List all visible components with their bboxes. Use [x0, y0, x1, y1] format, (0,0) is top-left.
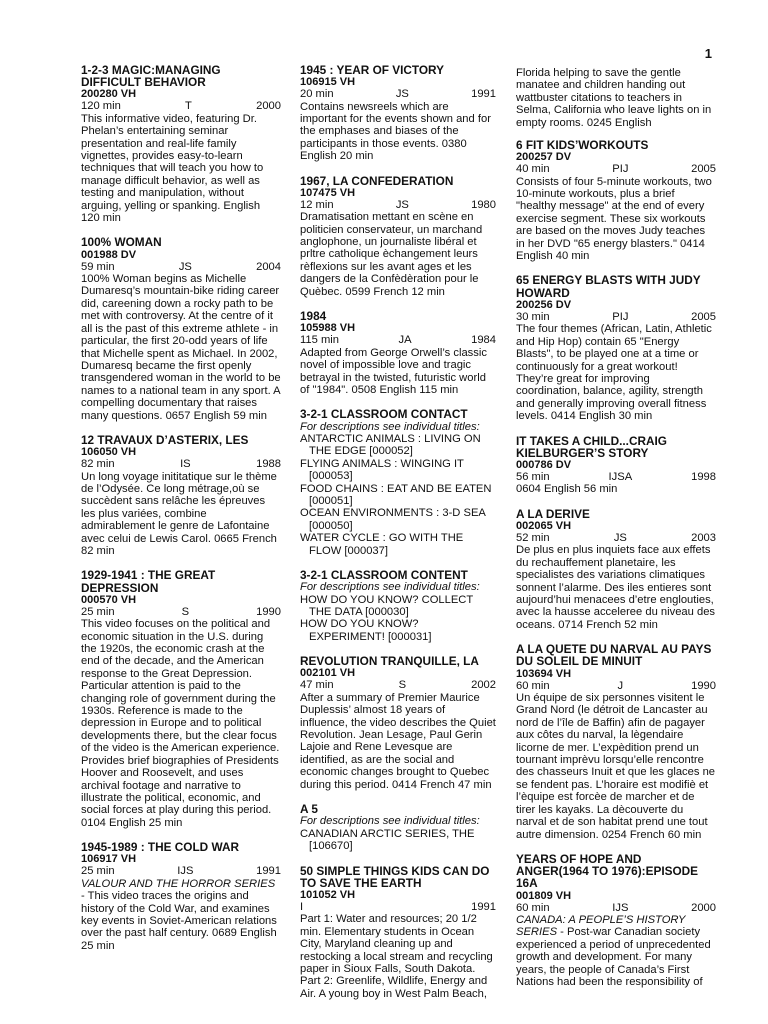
entry-level: S	[398, 679, 407, 692]
entry-year: 2000	[691, 901, 716, 914]
entry-description-text: This video focuses on the political and economic situation in the U.S. during the 1920s, the economic crash at the end of the decade, and the American response to the Great Depression. Particular attention is paid to the changing role of government during the 1930s. Reference is made to the depression in Europe and to political developments there, but the clear focus of the video is the American experience. Provides brief biographies of Presidents Hoover and Roosevelt, and uses archival footage and narrative to illustrate the political, economic, and social forces at play during this period. 0104 English 25 min	[81, 618, 280, 829]
entry-meta	[516, 532, 716, 544]
entry-title: 1-2-3 MAGIC:MANAGING DIFFICULT BEHAVIOR	[81, 63, 221, 90]
entry-level: JS	[395, 198, 409, 211]
catalog-entry	[300, 408, 496, 557]
entry-description-text: Part 1: Water and resources; 20 1/2 min. Elementary students in Ocean City, Maryland cleaning up and restocking a local stream and recycling paper in Sioux Falls, South Dakota. Part 2: Greenlife, Wildlife, Energy and Air. A young boy in West Palm Beach,	[300, 913, 493, 1000]
entry-duration: 59 min	[81, 260, 115, 273]
entry-subtitle: FOOD CHAINS : EAT AND BE EATEN [000051]	[300, 482, 492, 507]
entry-meta	[81, 100, 281, 112]
entry-level: JS	[613, 531, 627, 544]
entry-code: 200256 DV	[516, 298, 572, 311]
entry-subtitle: OCEAN ENVIRONMENTS : 3-D SEA [000050]	[300, 507, 486, 532]
entry-description	[81, 471, 281, 558]
catalog-entry	[516, 853, 716, 988]
entry-duration: 25 min	[81, 605, 115, 618]
entry-level: PIJ	[612, 163, 629, 176]
catalog-entry	[516, 67, 716, 129]
entry-year: 2002	[471, 679, 496, 692]
entry-subtitle: ANTARCTIC ANIMALS : LIVING ON THE EDGE [000052]	[300, 432, 481, 458]
entry-title: 1945 : YEAR OF VICTORY	[300, 63, 445, 77]
catalog-entry	[81, 569, 281, 829]
entry-code: 106050 VH	[81, 446, 137, 459]
entry-meta	[300, 199, 496, 211]
catalog-entry	[300, 64, 496, 163]
entry-title: 12 TRAVAUX D’ASTERIX, LES	[81, 432, 249, 447]
entry-code: 103694 VH	[516, 667, 572, 680]
entry-level: IJS	[612, 901, 629, 914]
entry-year: 1984	[471, 334, 496, 347]
entry-year: 1991	[471, 88, 496, 101]
entry-note: For descriptions see individual titles:	[300, 420, 480, 433]
entry-level: IJS	[177, 865, 194, 878]
entry-title: 1945-1989 : THE COLD WAR	[81, 840, 239, 855]
entry-title: REVOLUTION TRANQUILLE, LA	[300, 654, 479, 669]
entry-description-text: - Post-war Canadian society experienced a period of unprecedented growth and development. For many years, the people of Canada’s First Nations had been the responsibility of	[516, 926, 711, 988]
entry-title: 50 SIMPLE THINGS KIDS CAN DO TO SAVE THE EARTH	[300, 863, 490, 890]
entry-description-text: Dramatisation mettant en scène en politicien conservateur, un marchand anglophone, un journaliste libéral et prltre catholique èchangement leurs rèflexions sur les avant ages et les dangers de la Confèdèration pour le Quèbec. 0599 French 12 min	[300, 211, 483, 298]
entry-title: A LA QUETE DU NARVAL AU PAYS DU SOLEIL DE MINUIT	[516, 642, 712, 669]
entry-description	[300, 211, 496, 298]
entry-description-text: After a summary of Premier Maurice Duplessis’ almost 18 years of influence, the video describes the Quiet Revolution. Jean Lesage, Paul Gerin Lajoie and Rene Levesque are identified, as are the social and economic changes brought to Quebec during this period. 0414 French 47 min	[300, 691, 496, 791]
entry-meta	[300, 901, 496, 913]
entry-meta	[81, 458, 281, 470]
catalog-entry	[516, 274, 716, 422]
entry-year: 1988	[256, 458, 281, 471]
entry-title: 1984	[300, 309, 327, 324]
catalog-entry	[300, 803, 496, 852]
entry-duration: 115 min	[300, 334, 339, 347]
entry-description-text: De plus en plus inquiets face aux effets du rechauffement planetaire, les specialistes des variations climatiques sonnent l’alarme. Des iles entieres sont aujourd’hui menacees d’etre englouties, avec la hausse acceleree du niveau des oceans. 0714 French 52 min	[516, 544, 716, 631]
entry-duration: 60 min	[516, 901, 550, 914]
catalog-column-1	[81, 64, 281, 964]
entry-level: JS	[395, 88, 409, 101]
entry-description	[516, 544, 716, 631]
entry-description	[300, 692, 496, 791]
catalog-entry	[300, 569, 496, 643]
entry-subtitle: FLYING ANIMALS : WINGING IT [000053]	[300, 457, 464, 483]
entry-code: 002101 VH	[300, 667, 356, 680]
catalog-column-2	[300, 64, 496, 1012]
entry-level: T	[185, 100, 192, 113]
entry-description-text: Un long voyage inititatique sur le thème de l’Odysée. Ce long métrage,où se succèdent sans relâche les épreuves les plus variées, combine admirablement le genre de Lafontaine avec celui de Lewis Carol. 0665 French 82 min	[81, 470, 277, 557]
entry-duration: 47 min	[300, 679, 334, 692]
entry-description	[516, 483, 716, 495]
entry-code: 200280 VH	[81, 88, 137, 101]
entry-description-text: Adapted from George Orwell’s classic novel of impossible love and tragic betrayal in the twisted, futuristic world of "1984". 0508 English 115 min	[300, 346, 487, 396]
entry-meta	[516, 311, 716, 323]
entry-title: A LA DERIVE	[516, 506, 590, 521]
entry-description	[81, 273, 281, 422]
catalog-entry	[516, 139, 716, 262]
entry-series: VALOUR AND THE HORROR SERIES	[81, 877, 276, 890]
entry-year: 2000	[256, 100, 281, 113]
entry-title: 1929-1941 : THE GREAT DEPRESSION	[81, 568, 216, 595]
entry-description	[81, 618, 281, 829]
catalog-entry	[81, 841, 281, 952]
entry-year: 2005	[691, 310, 716, 323]
entry-year: 1991	[471, 900, 496, 913]
entry-meta	[300, 679, 496, 691]
catalog-entry	[516, 508, 716, 631]
entry-code: 000786 DV	[516, 458, 572, 471]
entry-subtitle: CANADIAN ARCTIC SERIES, THE [106670]	[300, 827, 475, 853]
entry-code: 200257 DV	[516, 151, 572, 164]
entry-title: 1967, LA CONFEDERATION	[300, 173, 454, 188]
entry-code: 106915 VH	[300, 76, 356, 89]
entry-meta	[81, 606, 281, 618]
entry-description	[300, 347, 496, 397]
entry-title: A 5	[300, 802, 318, 817]
entry-level: S	[181, 605, 190, 618]
entry-subtitle: WATER CYCLE : GO WITH THE FLOW [000037]	[300, 532, 464, 557]
entry-description-text: This informative video, featuring Dr. Phelan’s entertaining seminar presentation and real-life family vignettes, provides easy-to-learn techniques that will teach you how to manage difficult behavior, as well as testing and manipulation, without arguing, yelling or spanking. English 120 min	[81, 112, 264, 225]
entry-title: YEARS OF HOPE AND ANGER(1964 TO 1976):EPISODE 16A	[516, 851, 699, 891]
entry-description-text: 0604 English 56 min	[516, 483, 618, 496]
entry-level: J	[617, 679, 624, 692]
entry-continuation: Florida helping to save the gentle manatee and children handing out wattbuster citations to teachers in Selma, California who leave lights on in empty rooms. 0245 English	[516, 67, 712, 129]
entry-description	[516, 323, 716, 422]
catalog-entry	[300, 310, 496, 396]
entry-title: 6 FIT KIDS’WORKOUTS	[516, 138, 649, 153]
entry-duration: 40 min	[516, 163, 550, 176]
entry-meta	[300, 88, 496, 100]
catalog-entry	[516, 643, 716, 841]
entry-description-text: - This video traces the origins and history of the Cold War, and examines key events in Soviet-American relations over the past half century. 0689 English 25 min	[81, 890, 277, 952]
entry-duration: 82 min	[81, 458, 115, 471]
entry-code: 105988 VH	[300, 322, 356, 335]
catalog-entry	[81, 64, 281, 224]
entry-duration: 12 min	[300, 198, 334, 211]
entry-duration: 120 min	[81, 100, 121, 113]
entry-description-text: Contains newsreels which are important for the events shown and for the emphases and biases of the participants in those events. 0380 English 20 min	[300, 100, 491, 163]
entry-level: JA	[398, 334, 412, 347]
entry-description	[81, 113, 281, 225]
entry-meta	[81, 865, 281, 877]
entry-year: 1990	[256, 605, 281, 618]
entry-code: 001988 DV	[81, 248, 137, 261]
entry-subtitle: HOW DO YOU KNOW? COLLECT THE DATA [000030]	[300, 593, 474, 619]
entry-code: 101052 VH	[300, 888, 356, 901]
entry-year: 1991	[256, 865, 281, 878]
entry-series: CANADA: A PEOPLE’S HISTORY SERIES	[516, 913, 686, 939]
entry-description	[81, 878, 281, 952]
entry-duration: I	[300, 900, 304, 913]
entry-title: 100% WOMAN	[81, 235, 162, 250]
entry-description-text: Un équipe de six personnes visitent le Grand Nord (le détroit de Lancaster au nord de l’île de Baffin) afin de pagayer aux côtes du narval, la lègendaire licorne de mer. L’expèdition prend un tournant imprèvu lorsqu’elle rencontre des chasseurs Inuit et que les glaces ne se fendent pas. L’horaire est modifiè et l’èquipe est forcèe de marcher et de tirer les kayaks. La dècouverte du narval et de son habitat prend une tout autre dimension. 0254 French 60 min	[516, 692, 716, 841]
entry-description	[300, 101, 496, 163]
entry-duration: 30 min	[516, 310, 550, 323]
entry-level: JS	[178, 260, 192, 273]
entry-note: For descriptions see individual titles:	[300, 581, 480, 594]
entry-description	[516, 914, 716, 988]
entry-meta	[300, 334, 496, 346]
entry-year: 1990	[691, 679, 716, 692]
entry-description-text: 100% Woman begins as Michelle Dumaresq’s mountain-bike riding career did, careening down a rocky path to be met with controversy. At the centre of it all is the past of this extreme athlete - in particular, the first 20-odd years of life that Michelle spent as Michael. In 2002, Dumaresq became the first openly transgendered woman in the world to be names to a national team in any sport. A compelling documentary that raises many questions. 0657 English 59 min	[81, 273, 281, 422]
entry-title: 65 ENERGY BLASTS WITH JUDY HOWARD	[516, 273, 701, 300]
entry-year: 2005	[691, 163, 716, 176]
entry-title: 3-2-1 CLASSROOM CONTACT	[300, 407, 468, 422]
entry-description-text: Consists of four 5-minute workouts, two 10-minute workouts, plus a brief "healthy message" at the end of every exercise segment. These six workouts are based on the moves Judy teaches in her DVD "65 energy blasters." 0414 English 40 min	[516, 175, 712, 263]
entry-level: PIJ	[612, 310, 629, 323]
entry-meta	[516, 163, 716, 175]
entry-description	[300, 913, 496, 1000]
entry-year: 1980	[471, 198, 496, 211]
catalog-entry	[300, 175, 496, 298]
entry-meta	[516, 680, 716, 692]
entry-title: IT TAKES A CHILD...CRAIG KIELBURGER’S STORY	[516, 433, 667, 460]
entry-title: 3-2-1 CLASSROOM CONTENT	[300, 568, 468, 582]
catalog-entry	[81, 434, 281, 557]
entry-meta	[81, 261, 281, 273]
entry-year: 2003	[691, 531, 716, 544]
entry-meta	[516, 471, 716, 483]
entry-level: IS	[180, 458, 191, 471]
entry-level: IJSA	[608, 470, 633, 483]
entry-duration: 25 min	[81, 865, 115, 878]
entry-year: 1998	[691, 470, 716, 483]
entry-subtitle: HOW DO YOU KNOW? EXPERIMENT! [000031]	[300, 618, 432, 643]
catalog-entry	[300, 655, 496, 791]
entry-year: 2004	[256, 260, 281, 273]
entry-duration: 52 min	[516, 531, 550, 544]
entry-note: For descriptions see individual titles:	[300, 815, 480, 828]
catalog-entry	[300, 865, 496, 1001]
entry-code: 002065 VH	[516, 519, 572, 532]
entry-meta	[516, 902, 716, 914]
entry-description-text: The four themes (African, Latin, Athletic and Hip Hop) contain 65 "Energy Blasts", to be played one at a time or continuously for a great workout! They’re great for improving coordination, balance, agility, strength and generally improving overall fitness levels. 0414 English 30 min	[516, 323, 712, 423]
catalog-entry	[81, 236, 281, 421]
entry-code: 106917 VH	[81, 853, 137, 866]
entry-duration: 56 min	[516, 470, 550, 483]
entry-code: 107475 VH	[300, 186, 356, 199]
entry-code: 000570 VH	[81, 593, 137, 606]
catalog-column-3	[516, 67, 716, 1000]
entry-description	[516, 692, 716, 841]
entry-description	[516, 176, 716, 263]
entry-duration: 60 min	[516, 679, 550, 692]
entry-duration: 20 min	[300, 88, 334, 101]
entry-code: 001809 VH	[516, 889, 572, 902]
catalog-entry	[516, 435, 716, 496]
page-number: 1	[704, 46, 712, 61]
